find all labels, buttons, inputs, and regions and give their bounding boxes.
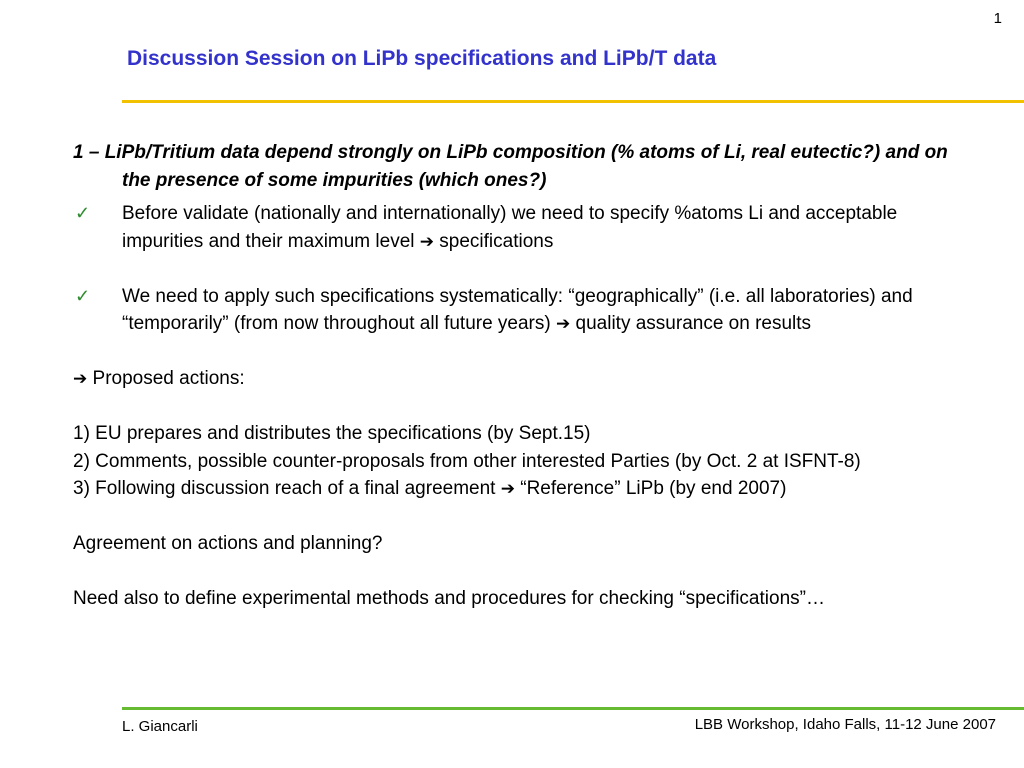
- action-item-1: 1) EU prepares and distributes the specifications (by Sept.15): [73, 423, 591, 444]
- check-item-text: Before validate (nationally and internationally) we need to specify %atoms Li and acceptable impurities and their maximum level: [122, 203, 898, 252]
- check-item-text: quality assurance on results: [570, 313, 812, 334]
- agreement-question: Agreement on actions and planning?: [73, 533, 383, 554]
- need-also-note: Need also to define experimental methods and procedures for checking “specifications”…: [73, 588, 825, 609]
- check-item-1: [73, 200, 973, 255]
- footer-event: LBB Workshop, Idaho Falls, 11-12 June 2007: [694, 716, 996, 733]
- check-item-2: [73, 283, 973, 338]
- right-arrow-icon: ➔: [73, 369, 88, 388]
- action-item-3: 3) Following discussion reach of a final agreement ➔ “Reference” LiPb (by end 2007): [73, 478, 787, 499]
- slide-title: Discussion Session on LiPb specifications and LiPb/T data: [127, 47, 717, 70]
- action-item-2: 2) Comments, possible counter-proposals from other interested Parties (by Oct. 2 at ISFNT-8): [73, 450, 861, 472]
- footer-author: L. Giancarli: [122, 718, 198, 735]
- checkmark-icon: ✓: [75, 203, 91, 223]
- check-item-text: specifications: [434, 230, 554, 252]
- proposed-actions-label: ➔ Proposed actions:: [73, 368, 245, 389]
- footer-divider: [122, 707, 1024, 710]
- right-arrow-icon: ➔: [419, 231, 435, 251]
- title-divider: [122, 100, 1024, 103]
- slide-body: [73, 139, 973, 613]
- right-arrow-icon: ➔: [556, 314, 571, 333]
- section-heading: 1 – LiPb/Tritium data depend strongly on LiPb composition (% atoms of Li, real eutectic?) and on the presence of some impurities (which ones?): [73, 142, 948, 191]
- right-arrow-icon: ➔: [500, 479, 515, 498]
- check-item-text: We need to apply such specifications systematically: “geographically” (i.e. all laboratories) and “temporarily” (from now throughout all future years): [122, 285, 913, 334]
- checkmark-icon: ✓: [75, 285, 91, 306]
- slide-number: 1: [993, 10, 1002, 27]
